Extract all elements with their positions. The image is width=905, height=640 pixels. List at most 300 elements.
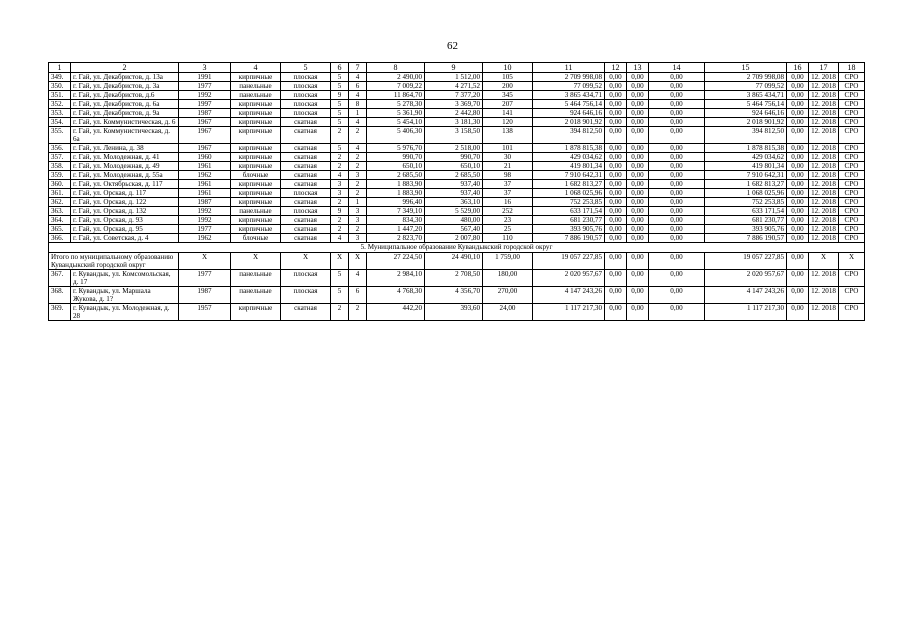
cell-wall-material: кирпичные xyxy=(231,153,281,162)
cell-funds-a: 0,00 xyxy=(605,198,627,207)
cell-residents: 101 xyxy=(483,144,533,153)
cell-living-area: 7 377,20 xyxy=(425,91,483,100)
cell-repair-method: СРО xyxy=(839,207,865,216)
cell-address: г. Гай, ул. Орская, д. 117 xyxy=(71,189,179,198)
cell-entrances: 4 xyxy=(349,144,367,153)
cell-roof-type: плоская xyxy=(281,287,331,304)
cell-living-area: 3 181,30 xyxy=(425,118,483,127)
cell-roof-type: скатная xyxy=(281,118,331,127)
cell-floors: 2 xyxy=(331,153,349,162)
cell-address: г. Гай, ул. Молодежная, д. 49 xyxy=(71,162,179,171)
table-row xyxy=(49,198,865,207)
cell-wall-material: блочные xyxy=(231,171,281,180)
total-x: X xyxy=(231,253,281,270)
cell-total-area: 4 768,30 xyxy=(367,287,425,304)
cell-owner-funds: 2 020 957,67 xyxy=(705,270,787,287)
cell-owner-funds: 2 709 998,08 xyxy=(705,73,787,82)
cell-residents: 138 xyxy=(483,127,533,144)
cell-address: г. Гай, ул. Октябрьская, д. 117 xyxy=(71,180,179,189)
cell-row-number: 356. xyxy=(49,144,71,153)
cell-residents: 180,00 xyxy=(483,270,533,287)
cell-planned-date: 12. 2018 xyxy=(809,304,839,321)
table-row xyxy=(49,109,865,118)
cell-repair-method: СРО xyxy=(839,127,865,144)
total-owner-funds: 19 057 227,85 xyxy=(705,253,787,270)
column-number-16: 16 xyxy=(787,63,809,73)
table-row xyxy=(49,216,865,225)
column-number-1: 1 xyxy=(49,63,71,73)
cell-funds-b: 0,00 xyxy=(627,100,649,109)
cell-row-number: 367. xyxy=(49,270,71,287)
cell-funds-c: 0,00 xyxy=(649,109,705,118)
cell-entrances: 3 xyxy=(349,234,367,243)
cell-planned-date: 12. 2018 xyxy=(809,82,839,91)
cell-entrances: 2 xyxy=(349,225,367,234)
cell-funds-b: 0,00 xyxy=(627,234,649,243)
table-row xyxy=(49,118,865,127)
cell-roof-type: скатная xyxy=(281,144,331,153)
column-number-11: 11 xyxy=(533,63,605,73)
cell-repair-method: СРО xyxy=(839,180,865,189)
cell-floors: 5 xyxy=(331,144,349,153)
total-x: X xyxy=(839,253,865,270)
cell-owner-funds: 77 099,52 xyxy=(705,82,787,91)
cell-roof-type: скатная xyxy=(281,180,331,189)
total-funds-a: 0,00 xyxy=(605,253,627,270)
cell-wall-material: кирпичные xyxy=(231,225,281,234)
total-funds-b: 0,00 xyxy=(627,253,649,270)
cell-residents: 252 xyxy=(483,207,533,216)
cell-funds-c: 0,00 xyxy=(649,225,705,234)
cell-floors: 5 xyxy=(331,82,349,91)
cell-owner-funds: 429 034,62 xyxy=(705,153,787,162)
column-number-12: 12 xyxy=(605,63,627,73)
column-number-9: 9 xyxy=(425,63,483,73)
total-label: Итого по муниципальному образованию Кувандыкский городской округ xyxy=(49,253,179,270)
column-number-6: 6 xyxy=(331,63,349,73)
cell-roof-type: плоская xyxy=(281,73,331,82)
cell-roof-type: плоская xyxy=(281,189,331,198)
cell-build-year: 1987 xyxy=(179,198,231,207)
cell-entrances: 1 xyxy=(349,198,367,207)
cell-build-year: 1967 xyxy=(179,144,231,153)
cell-floors: 2 xyxy=(331,198,349,207)
column-number-8: 8 xyxy=(367,63,425,73)
column-number-13: 13 xyxy=(627,63,649,73)
column-number-14: 14 xyxy=(649,63,705,73)
cell-funds-b: 0,00 xyxy=(627,91,649,100)
cell-funds-b: 0,00 xyxy=(627,144,649,153)
cell-repair-method: СРО xyxy=(839,109,865,118)
cell-entrances: 3 xyxy=(349,207,367,216)
cell-total-area: 5 976,70 xyxy=(367,144,425,153)
cell-build-year: 1992 xyxy=(179,207,231,216)
cell-residents: 16 xyxy=(483,198,533,207)
cell-wall-material: кирпичные xyxy=(231,189,281,198)
cell-total-area: 1 883,90 xyxy=(367,189,425,198)
cell-funds-b: 0,00 xyxy=(627,171,649,180)
cell-funds-c: 0,00 xyxy=(649,171,705,180)
cell-living-area: 990,70 xyxy=(425,153,483,162)
cell-funds-d: 0,00 xyxy=(787,118,809,127)
cell-funds-d: 0,00 xyxy=(787,91,809,100)
cell-owner-funds: 633 171,54 xyxy=(705,207,787,216)
cell-build-year: 1961 xyxy=(179,180,231,189)
table-row xyxy=(49,207,865,216)
cell-funds-d: 0,00 xyxy=(787,198,809,207)
cell-address: г. Гай, ул. Орская, д. 132 xyxy=(71,207,179,216)
cell-repair-method: СРО xyxy=(839,216,865,225)
cell-residents: 24,00 xyxy=(483,304,533,321)
cell-build-year: 1962 xyxy=(179,234,231,243)
cell-funds-d: 0,00 xyxy=(787,82,809,91)
cell-funds-a: 0,00 xyxy=(605,189,627,198)
cell-address: г. Кувандык, ул. Молодежная, д. 28 xyxy=(71,304,179,321)
column-number-3: 3 xyxy=(179,63,231,73)
cell-living-area: 567,40 xyxy=(425,225,483,234)
cell-build-year: 1991 xyxy=(179,73,231,82)
cell-residents: 23 xyxy=(483,216,533,225)
cell-wall-material: кирпичные xyxy=(231,100,281,109)
total-x: X xyxy=(179,253,231,270)
table-row xyxy=(49,91,865,100)
cell-address: г. Гай, ул. Орская, д. 95 xyxy=(71,225,179,234)
cell-owner-funds: 1 878 815,38 xyxy=(705,144,787,153)
cell-build-year: 1967 xyxy=(179,127,231,144)
table-row xyxy=(49,82,865,91)
cell-address: г. Кувандык, ул. Комсомольская, д. 17 xyxy=(71,270,179,287)
cell-row-number: 369. xyxy=(49,304,71,321)
cell-floors: 2 xyxy=(331,162,349,171)
cell-owner-funds: 1 068 025,96 xyxy=(705,189,787,198)
cell-row-number: 366. xyxy=(49,234,71,243)
cell-owner-funds: 5 464 756,14 xyxy=(705,100,787,109)
cell-total-area: 5 361,90 xyxy=(367,109,425,118)
table-row xyxy=(49,171,865,180)
cell-funds-c: 0,00 xyxy=(649,82,705,91)
cell-funds-c: 0,00 xyxy=(649,304,705,321)
cell-repair-method: СРО xyxy=(839,118,865,127)
cell-total-area: 2 685,50 xyxy=(367,171,425,180)
cell-planned-date: 12. 2018 xyxy=(809,127,839,144)
column-number-5: 5 xyxy=(281,63,331,73)
cell-roof-type: плоская xyxy=(281,109,331,118)
cell-funds-c: 0,00 xyxy=(649,287,705,304)
cell-planned-date: 12. 2018 xyxy=(809,270,839,287)
cell-planned-date: 12. 2018 xyxy=(809,162,839,171)
cell-wall-material: панельные xyxy=(231,91,281,100)
cell-floors: 4 xyxy=(331,171,349,180)
cell-build-year: 1977 xyxy=(179,270,231,287)
cell-wall-material: блочные xyxy=(231,234,281,243)
cell-funds-d: 0,00 xyxy=(787,73,809,82)
cell-funds-a: 0,00 xyxy=(605,73,627,82)
cell-roof-type: плоская xyxy=(281,91,331,100)
cell-repair-cost: 2 018 901,92 xyxy=(533,118,605,127)
cell-build-year: 1992 xyxy=(179,216,231,225)
cell-total-area: 990,70 xyxy=(367,153,425,162)
cell-planned-date: 12. 2018 xyxy=(809,234,839,243)
table-row xyxy=(49,100,865,109)
cell-wall-material: кирпичные xyxy=(231,180,281,189)
cell-build-year: 1987 xyxy=(179,287,231,304)
cell-living-area: 4 356,70 xyxy=(425,287,483,304)
cell-funds-c: 0,00 xyxy=(649,180,705,189)
cell-planned-date: 12. 2018 xyxy=(809,207,839,216)
cell-entrances: 3 xyxy=(349,216,367,225)
cell-repair-method: СРО xyxy=(839,234,865,243)
cell-build-year: 1961 xyxy=(179,189,231,198)
cell-wall-material: кирпичные xyxy=(231,144,281,153)
cell-funds-b: 0,00 xyxy=(627,207,649,216)
cell-owner-funds: 4 147 243,26 xyxy=(705,287,787,304)
cell-row-number: 351. xyxy=(49,91,71,100)
total-x: X xyxy=(809,253,839,270)
cell-funds-a: 0,00 xyxy=(605,118,627,127)
cell-build-year: 1961 xyxy=(179,162,231,171)
cell-build-year: 1997 xyxy=(179,100,231,109)
cell-build-year: 1987 xyxy=(179,109,231,118)
cell-roof-type: скатная xyxy=(281,153,331,162)
cell-address: г. Гай, ул. Декабристов, д.6 xyxy=(71,91,179,100)
table-row xyxy=(49,225,865,234)
cell-owner-funds: 7 886 190,57 xyxy=(705,234,787,243)
cell-roof-type: скатная xyxy=(281,162,331,171)
cell-funds-d: 0,00 xyxy=(787,225,809,234)
cell-living-area: 4 271,52 xyxy=(425,82,483,91)
cell-funds-b: 0,00 xyxy=(627,180,649,189)
cell-repair-cost: 7 886 190,57 xyxy=(533,234,605,243)
cell-roof-type: скатная xyxy=(281,216,331,225)
cell-funds-c: 0,00 xyxy=(649,198,705,207)
cell-repair-method: СРО xyxy=(839,82,865,91)
total-area: 27 224,50 xyxy=(367,253,425,270)
cell-total-area: 1 447,20 xyxy=(367,225,425,234)
cell-total-area: 5 454,10 xyxy=(367,118,425,127)
cell-build-year: 1967 xyxy=(179,118,231,127)
cell-living-area: 2 685,50 xyxy=(425,171,483,180)
table-row xyxy=(49,73,865,82)
cell-owner-funds: 419 801,34 xyxy=(705,162,787,171)
cell-planned-date: 12. 2018 xyxy=(809,198,839,207)
cell-planned-date: 12. 2018 xyxy=(809,225,839,234)
cell-residents: 105 xyxy=(483,73,533,82)
cell-address: г. Гай, ул. Молодежная, д. 55а xyxy=(71,171,179,180)
cell-owner-funds: 1 682 813,27 xyxy=(705,180,787,189)
cell-funds-a: 0,00 xyxy=(605,234,627,243)
cell-row-number: 358. xyxy=(49,162,71,171)
cell-funds-b: 0,00 xyxy=(627,189,649,198)
table-row xyxy=(49,270,865,287)
cell-roof-type: плоская xyxy=(281,100,331,109)
table-row xyxy=(49,304,865,321)
cell-entrances: 3 xyxy=(349,171,367,180)
cell-repair-cost: 7 910 642,31 xyxy=(533,171,605,180)
cell-funds-c: 0,00 xyxy=(649,118,705,127)
cell-funds-c: 0,00 xyxy=(649,73,705,82)
cell-residents: 345 xyxy=(483,91,533,100)
cell-total-area: 2 490,00 xyxy=(367,73,425,82)
cell-funds-b: 0,00 xyxy=(627,118,649,127)
cell-build-year: 1977 xyxy=(179,82,231,91)
cell-living-area: 650,10 xyxy=(425,162,483,171)
cell-funds-a: 0,00 xyxy=(605,171,627,180)
cell-repair-method: СРО xyxy=(839,91,865,100)
cell-funds-d: 0,00 xyxy=(787,162,809,171)
cell-repair-method: СРО xyxy=(839,153,865,162)
cell-funds-b: 0,00 xyxy=(627,198,649,207)
cell-wall-material: панельные xyxy=(231,270,281,287)
cell-floors: 5 xyxy=(331,118,349,127)
cell-floors: 2 xyxy=(331,225,349,234)
cell-row-number: 365. xyxy=(49,225,71,234)
total-living-area: 24 490,10 xyxy=(425,253,483,270)
cell-address: г. Гай, ул. Коммунистическая, д. 6а xyxy=(71,127,179,144)
cell-row-number: 350. xyxy=(49,82,71,91)
cell-funds-a: 0,00 xyxy=(605,82,627,91)
cell-living-area: 3 158,50 xyxy=(425,127,483,144)
cell-row-number: 357. xyxy=(49,153,71,162)
cell-funds-c: 0,00 xyxy=(649,207,705,216)
cell-funds-b: 0,00 xyxy=(627,127,649,144)
cell-repair-method: СРО xyxy=(839,304,865,321)
cell-entrances: 8 xyxy=(349,100,367,109)
cell-total-area: 996,40 xyxy=(367,198,425,207)
cell-owner-funds: 924 646,16 xyxy=(705,109,787,118)
cell-row-number: 361. xyxy=(49,189,71,198)
cell-repair-method: СРО xyxy=(839,287,865,304)
cell-residents: 25 xyxy=(483,225,533,234)
cell-funds-d: 0,00 xyxy=(787,171,809,180)
cell-planned-date: 12. 2018 xyxy=(809,109,839,118)
cell-roof-type: скатная xyxy=(281,171,331,180)
cell-total-area: 5 406,30 xyxy=(367,127,425,144)
cell-repair-method: СРО xyxy=(839,189,865,198)
cell-funds-a: 0,00 xyxy=(605,100,627,109)
cell-repair-cost: 2 709 998,08 xyxy=(533,73,605,82)
cell-repair-cost: 1 878 815,38 xyxy=(533,144,605,153)
cell-planned-date: 12. 2018 xyxy=(809,118,839,127)
cell-funds-b: 0,00 xyxy=(627,216,649,225)
cell-funds-c: 0,00 xyxy=(649,127,705,144)
cell-build-year: 1992 xyxy=(179,91,231,100)
section-row xyxy=(49,243,865,253)
cell-planned-date: 12. 2018 xyxy=(809,287,839,304)
cell-entrances: 2 xyxy=(349,127,367,144)
cell-living-area: 480,00 xyxy=(425,216,483,225)
cell-funds-d: 0,00 xyxy=(787,127,809,144)
cell-repair-method: СРО xyxy=(839,162,865,171)
cell-residents: 141 xyxy=(483,109,533,118)
cell-row-number: 353. xyxy=(49,109,71,118)
cell-address: г. Гай, ул. Коммунистическая, д. 6 xyxy=(71,118,179,127)
cell-funds-b: 0,00 xyxy=(627,109,649,118)
cell-wall-material: кирпичные xyxy=(231,73,281,82)
cell-owner-funds: 394 812,50 xyxy=(705,127,787,144)
cell-floors: 2 xyxy=(331,216,349,225)
cell-planned-date: 12. 2018 xyxy=(809,100,839,109)
cell-address: г. Гай, ул. Молодежная, д. 41 xyxy=(71,153,179,162)
cell-floors: 4 xyxy=(331,234,349,243)
cell-funds-a: 0,00 xyxy=(605,109,627,118)
cell-owner-funds: 752 253,85 xyxy=(705,198,787,207)
cell-floors: 5 xyxy=(331,100,349,109)
page-number: 62 xyxy=(447,40,458,52)
cell-entrances: 2 xyxy=(349,304,367,321)
cell-repair-method: СРО xyxy=(839,171,865,180)
cell-row-number: 363. xyxy=(49,207,71,216)
cell-repair-cost: 5 464 756,14 xyxy=(533,100,605,109)
cell-wall-material: панельные xyxy=(231,82,281,91)
cell-funds-d: 0,00 xyxy=(787,180,809,189)
cell-funds-a: 0,00 xyxy=(605,91,627,100)
cell-address: г. Гай, ул. Ленина, д. 38 xyxy=(71,144,179,153)
cell-wall-material: кирпичные xyxy=(231,127,281,144)
table-row xyxy=(49,180,865,189)
cell-living-area: 363,10 xyxy=(425,198,483,207)
cell-repair-method: СРО xyxy=(839,144,865,153)
cell-funds-d: 0,00 xyxy=(787,270,809,287)
cell-living-area: 2 708,50 xyxy=(425,270,483,287)
cell-repair-cost: 924 646,16 xyxy=(533,109,605,118)
cell-wall-material: кирпичные xyxy=(231,216,281,225)
cell-funds-c: 0,00 xyxy=(649,162,705,171)
cell-address: г. Кувандык, ул. Маршала Жукова, д. 1? xyxy=(71,287,179,304)
cell-funds-c: 0,00 xyxy=(649,216,705,225)
cell-living-area: 2 518,00 xyxy=(425,144,483,153)
cell-total-area: 11 864,70 xyxy=(367,91,425,100)
cell-funds-d: 0,00 xyxy=(787,287,809,304)
cell-repair-cost: 394 812,50 xyxy=(533,127,605,144)
table-row xyxy=(49,234,865,243)
cell-funds-c: 0,00 xyxy=(649,189,705,198)
cell-living-area: 2 442,80 xyxy=(425,109,483,118)
cell-wall-material: панельные xyxy=(231,287,281,304)
cell-funds-d: 0,00 xyxy=(787,234,809,243)
cell-funds-d: 0,00 xyxy=(787,153,809,162)
cell-build-year: 1960 xyxy=(179,153,231,162)
total-x: X xyxy=(349,253,367,270)
cell-row-number: 360. xyxy=(49,180,71,189)
cell-funds-b: 0,00 xyxy=(627,225,649,234)
cell-planned-date: 12. 2018 xyxy=(809,171,839,180)
cell-row-number: 349. xyxy=(49,73,71,82)
cell-funds-a: 0,00 xyxy=(605,127,627,144)
column-number-2: 2 xyxy=(71,63,179,73)
cell-total-area: 2 984,10 xyxy=(367,270,425,287)
cell-floors: 2 xyxy=(331,304,349,321)
cell-entrances: 2 xyxy=(349,180,367,189)
total-funds-c: 0,00 xyxy=(649,253,705,270)
cell-repair-method: СРО xyxy=(839,100,865,109)
cell-residents: 207 xyxy=(483,100,533,109)
cell-funds-a: 0,00 xyxy=(605,144,627,153)
cell-wall-material: кирпичные xyxy=(231,118,281,127)
cell-funds-b: 0,00 xyxy=(627,270,649,287)
cell-residents: 120 xyxy=(483,118,533,127)
cell-address: г. Гай, ул. Декабристов, д. 13а xyxy=(71,73,179,82)
cell-funds-a: 0,00 xyxy=(605,162,627,171)
cell-funds-b: 0,00 xyxy=(627,153,649,162)
cell-address: г. Гай, ул. Советская, д. 4 xyxy=(71,234,179,243)
column-number-7: 7 xyxy=(349,63,367,73)
cell-total-area: 2 823,70 xyxy=(367,234,425,243)
cell-funds-b: 0,00 xyxy=(627,287,649,304)
cell-entrances: 1 xyxy=(349,109,367,118)
cell-residents: 270,00 xyxy=(483,287,533,304)
cell-funds-c: 0,00 xyxy=(649,91,705,100)
cell-repair-cost: 681 230,77 xyxy=(533,216,605,225)
